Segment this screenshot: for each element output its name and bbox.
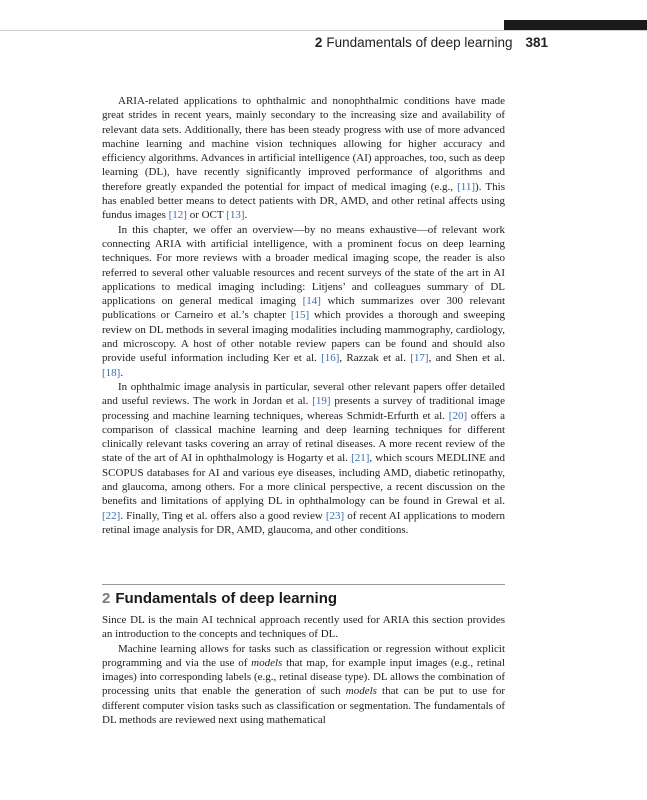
- citation-link[interactable]: [21]: [351, 452, 370, 465]
- citation-link[interactable]: [16]: [321, 352, 340, 365]
- citation-link[interactable]: [18]: [102, 366, 121, 379]
- section-title: Fundamentals of deep learning: [115, 590, 338, 607]
- paragraph: [102, 94, 505, 223]
- citation-link[interactable]: [19]: [312, 395, 331, 408]
- citation-link[interactable]: [13]: [226, 209, 245, 222]
- citation-link[interactable]: [15]: [290, 309, 310, 322]
- paragraph: [102, 223, 505, 380]
- paragraph-text: .: [120, 366, 124, 379]
- paragraph-text: In this chapter, we offer an overview—by no means exhaustive—of relevant work connecting ARIA with artificial intelligence, with a prominent focus on deep learning techniques. For more reviews with a broader medical imaging scope, the reader is also referred to several other valuable resources and recent surveys of the state of the art in AI applications to medical imaging including: Litjens’ and colleagues summary of DL applications on general medical imaging: [102, 223, 505, 308]
- paragraph-text: . Finally, Ting et al. offers also a good review: [120, 509, 326, 522]
- paragraph-text: In ophthalmic image analysis in particular, several other relevant papers offer detailed and useful reviews. The work in Jordan et al.: [102, 380, 505, 408]
- citation-link[interactable]: [22]: [102, 509, 121, 522]
- paragraph-text: ). This has enabled better means to detect patients with DR, AMD, and other retinal affects using fundus images: [102, 180, 505, 222]
- intro-text-block: [102, 94, 505, 537]
- paragraph-text: .: [244, 209, 248, 222]
- running-head-section-number: 2: [314, 35, 323, 50]
- paragraph-text: that map, for example input images (e.g., retinal images) into corresponding labels (e.g., retinal disease type). DL allows the combination of processing units that enable the generation of such: [102, 656, 505, 698]
- paragraph-text: Since DL is the main AI technical approach recently used for ARIA this section provides an introduction to the concepts and techniques of DL.: [102, 614, 505, 641]
- citation-link[interactable]: [23]: [325, 509, 345, 522]
- paragraph-text: which provides a thorough and sweeping review on DL methods in several imaging modalities including mammography, cardiology, and microscopy. A host of other notable review papers can be found and should also provide useful information including Ker et al.: [102, 309, 505, 365]
- paragraph-text: , Razzak et al.: [339, 352, 411, 365]
- paragraph-text: offers a comparison of classical machine learning and deep learning techniques for different clinically relevant tasks covering an array of retinal diseases. A more recent review of the state of the art of AI in ophthalmology is Hogarty et al.: [102, 409, 505, 465]
- page-number: 381: [525, 35, 548, 50]
- paragraph: [102, 642, 505, 728]
- citation-link[interactable]: [17]: [410, 352, 429, 365]
- citation-link[interactable]: [14]: [302, 295, 321, 308]
- paragraph-text: which summarizes over 300 relevant publications or Carneiro et al.’s chapter: [102, 295, 506, 322]
- paragraph-text: or OCT: [186, 209, 227, 222]
- paragraph-text: , which scours MEDLINE and SCOPUS databases for AI and various eye diseases, including AMD, diabetic retinopathy, and glaucoma, among others. For a more clinical perspective, a recent discussion on the benefits and limitations of applying DL in ophthalmology can be found in Grewal et al.: [102, 452, 505, 508]
- paragraph: [102, 380, 505, 537]
- section-rule: [102, 584, 505, 585]
- header-accent-bar: [504, 20, 647, 30]
- running-head-title: Fundamentals of deep learning: [326, 35, 513, 50]
- citation-link[interactable]: [20]: [448, 409, 468, 422]
- paragraph-text: presents a survey of traditional image processing and machine learning techniques, whereas Schmidt-Erfurth et al.: [102, 395, 505, 422]
- section-number: 2: [102, 590, 111, 607]
- section-heading: [102, 590, 337, 607]
- running-head: [315, 35, 548, 50]
- paragraph-text: , and Shen et al.: [428, 352, 505, 365]
- paragraph: [102, 613, 505, 642]
- paragraph-text: of recent AI applications to modern retinal image analysis for DR, AMD, glaucoma, and other conditions.: [102, 509, 505, 536]
- citation-link[interactable]: [11]: [457, 180, 476, 193]
- paragraph-text: that can be put to use for different computer vision tasks such as classification or segmentation. The fundamentals of DL methods are reviewed next using mathematical: [102, 685, 505, 727]
- paragraph-text: ARIA-related applications to ophthalmic and nonophthalmic conditions have made great strides in recent years, mainly secondary to the increasing size and availability of relevant data sets. Additionally, there has been steady progress with use of more advanced machine learning and machine vision techniques allowing for higher accuracy and efficiency algorithms. Advances in artificial intelligence (AI) approaches, too, such as deep learning (DL), have recently significantly improved performance of algorithms and therefore greatly expanded the potential for impact of medical imaging (e.g.,: [102, 95, 505, 193]
- emphasis-text: models: [345, 685, 377, 698]
- citation-link[interactable]: [12]: [168, 209, 187, 222]
- section-text-block: [102, 613, 505, 727]
- header-rule: [0, 30, 647, 31]
- emphasis-text: models: [251, 656, 283, 669]
- paragraph-text: Machine learning allows for tasks such as classification or regression without explicit programming and via the use of: [102, 642, 505, 669]
